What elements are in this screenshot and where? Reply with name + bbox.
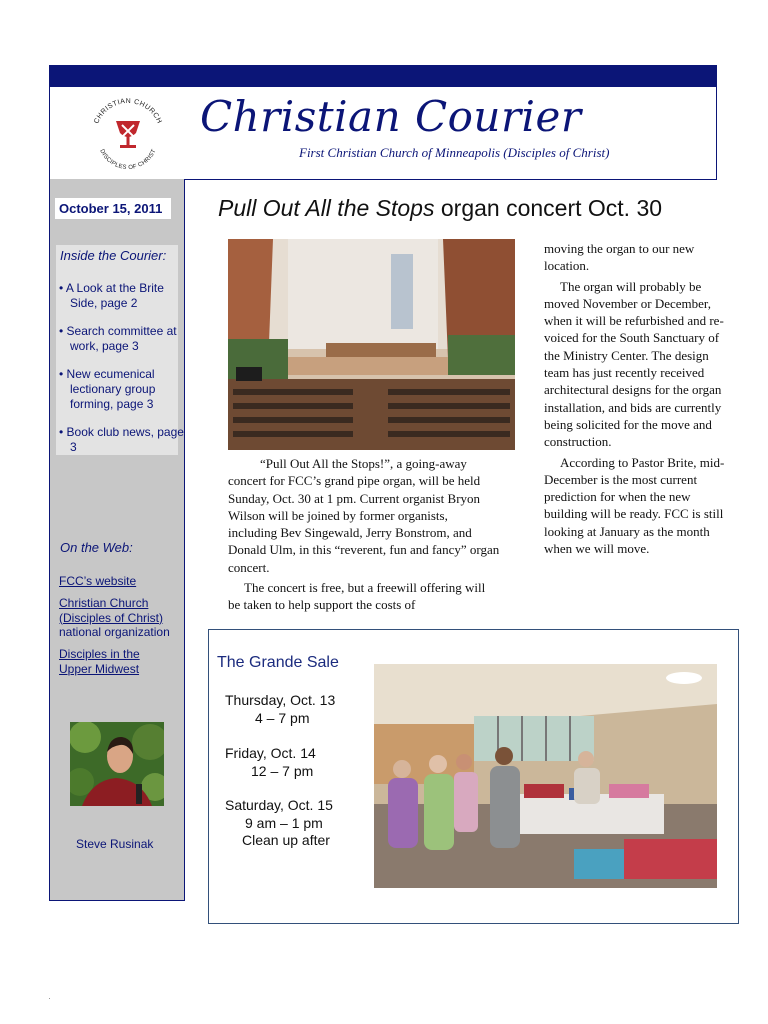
- photo-grande-sale: [374, 664, 717, 888]
- sale-hours: 9 am – 1 pm: [245, 815, 323, 831]
- link-disciples-national-text[interactable]: Christian Church (Disciples of Christ): [59, 596, 164, 625]
- toc-item: • A Look at the Brite Side, page 2: [59, 281, 164, 310]
- toc-item: • Search committee at work, page 3: [59, 324, 177, 353]
- article-paragraph: moving the organ to our new location.: [544, 241, 695, 274]
- article-paragraph: According to Pastor Brite, mid-December is the most current prediction for when the new building will be ready. FCC is still looking at January as the month when we will move.: [544, 454, 725, 557]
- newsletter-title: Christian Courier: [200, 92, 582, 141]
- article-paragraph: The organ will probably be moved November or December, when it will be refurbished and re-voiced for the South Sanctuary of the Ministry Center. The design team has just recently received architectural designs for the organ installation, and bids are currently being solicited for the move and construction.: [544, 278, 724, 450]
- web-heading: On the Web:: [60, 540, 133, 555]
- grande-sale-heading: The Grande Sale: [217, 654, 339, 671]
- sale-day: Friday, Oct. 14: [225, 745, 316, 761]
- sale-hours: 4 – 7 pm: [255, 710, 310, 726]
- link-disciples-national[interactable]: [59, 596, 179, 640]
- link-fcc-website[interactable]: [59, 574, 179, 589]
- church-logo: [84, 95, 172, 171]
- page-mark: [49, 998, 50, 999]
- issue-date: October 15, 2011: [59, 201, 163, 216]
- link-upper-midwest[interactable]: [59, 647, 171, 676]
- sale-hours: 12 – 7 pm: [251, 763, 314, 779]
- logo-text-bottom: DISCIPLES OF CHRIST: [98, 148, 158, 171]
- link-disciples-national-suffix: national organization: [59, 625, 170, 639]
- logo-text-top: CHRISTIAN CHURCH: [93, 97, 163, 125]
- headline-rest: organ concert Oct. 30: [434, 195, 663, 221]
- inside-heading: Inside the Courier:: [60, 248, 167, 263]
- sale-day: Saturday, Oct. 15: [225, 797, 333, 813]
- svg-text:CHRISTIAN CHURCH: [93, 98, 162, 125]
- chalice-icon: [116, 121, 140, 148]
- masthead-top-bar: [49, 65, 717, 87]
- sale-note: Clean up after: [242, 832, 330, 848]
- link-fcc-website-text[interactable]: FCC’s website: [59, 574, 137, 588]
- headline-italic: Pull Out All the Stops: [218, 195, 435, 221]
- photo-steve-rusinak: [70, 722, 164, 806]
- sale-day: Thursday, Oct. 13: [225, 692, 336, 708]
- article-paragraph: “Pull Out All the Stops!”, a going-away concert for FCC’s grand pipe organ, will be held Sunday, Oct. 30 at 1 pm. Current organist Bryon Wilson will be joined by former organists, including Bev Singewald, Jerry Bonstrom, and Donald Ulm, in this “reverent, fun and fancy” organ concert.: [228, 456, 500, 575]
- link-upper-midwest-text[interactable]: Disciples in the Upper Midwest: [59, 647, 140, 676]
- article-paragraph: The concert is free, but a freewill offering will be taken to help support the costs of: [228, 580, 486, 613]
- newsletter-subtitle: First Christian Church of Minneapolis (Disciples of Christ): [299, 145, 610, 160]
- toc-item: • New ecumenical lectionary group forming, page 3: [59, 367, 156, 411]
- photo-caption: Steve Rusinak: [76, 837, 154, 851]
- toc-item: • Book club news, page 3: [59, 425, 184, 454]
- svg-text:DISCIPLES OF CHRIST: [98, 148, 157, 171]
- article-headline: [218, 195, 662, 222]
- article-column-2: [544, 240, 730, 557]
- article-column-1: [228, 455, 500, 614]
- photo-sanctuary: [228, 239, 515, 450]
